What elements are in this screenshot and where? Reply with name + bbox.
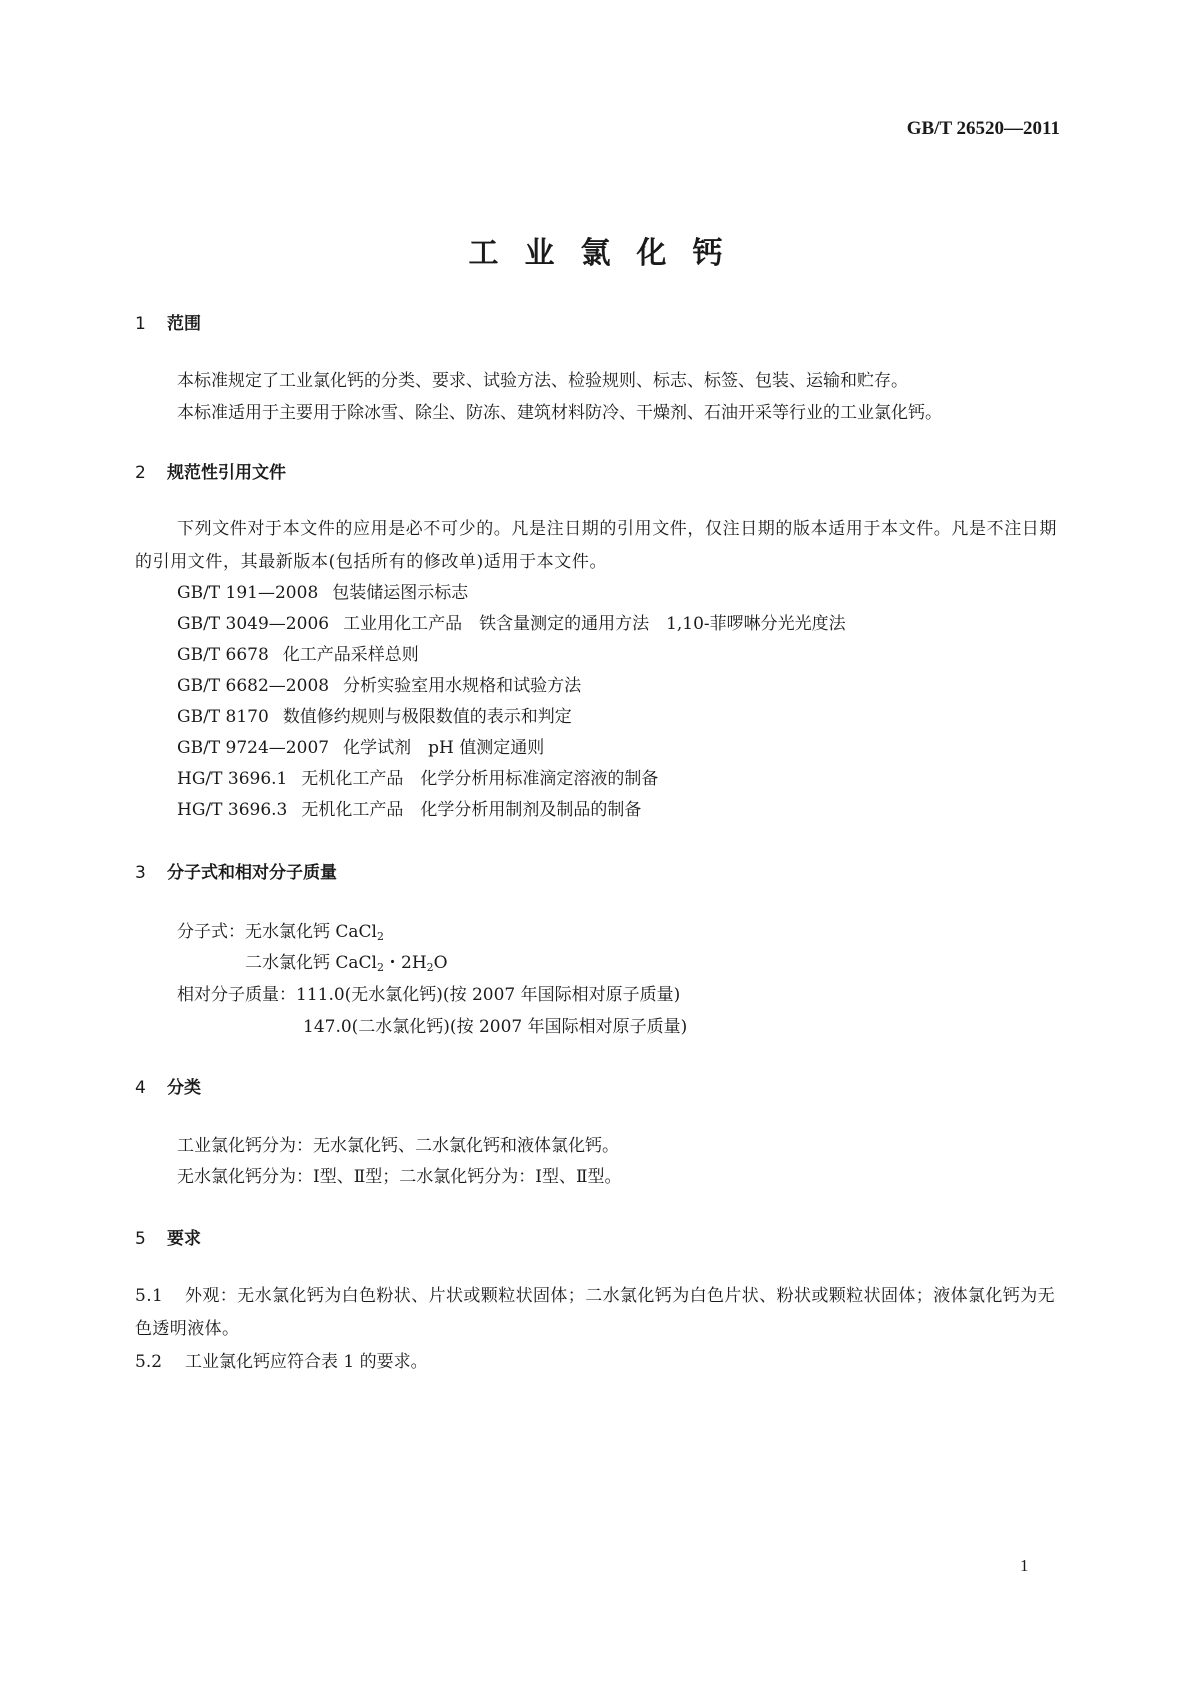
formula-anhydrous bbox=[177, 917, 384, 943]
reference-item bbox=[177, 609, 846, 634]
reference-title: 分析实验室用水规格和试验方法 bbox=[343, 676, 582, 696]
section-number: 4 bbox=[135, 1078, 146, 1098]
reference-code: GB/T 6682—2008 bbox=[177, 676, 330, 696]
section-5-heading bbox=[135, 1224, 201, 1249]
document-title: 工业氯化钙 bbox=[468, 236, 749, 271]
clause-text: 工业氯化钙应符合表 1 的要求。 bbox=[185, 1352, 428, 1372]
section-title: 分子式和相对分子质量 bbox=[167, 863, 337, 883]
formula-subscript: 2 bbox=[426, 961, 434, 974]
section-title: 要求 bbox=[167, 1229, 201, 1249]
reference-title: 工业用化工产品 铁含量测定的通用方法 1,10-菲啰啉分光光度法 bbox=[343, 614, 846, 634]
reference-item bbox=[177, 640, 419, 665]
reference-title: 包装储运图示标志 bbox=[332, 583, 469, 603]
section-number: 5 bbox=[135, 1229, 146, 1249]
reference-code: GB/T 8170 bbox=[177, 707, 269, 727]
reference-item bbox=[177, 671, 581, 696]
reference-item bbox=[177, 795, 641, 820]
section-number: 3 bbox=[135, 863, 146, 883]
section-title: 范围 bbox=[167, 314, 201, 334]
section-3-heading bbox=[135, 858, 337, 883]
compound-name: 二水氯化钙 bbox=[245, 953, 336, 973]
section-title: 规范性引用文件 bbox=[167, 463, 286, 483]
chemical-formula: O bbox=[433, 953, 448, 973]
reference-code: GB/T 6678 bbox=[177, 645, 269, 665]
scope-paragraph-2: 本标准适用于主要用于除冰雪、除尘、防冻、建筑材料防冷、干燥剂、石油开采等行业的工业氯化钙。 bbox=[177, 403, 942, 423]
clause-text: 外观：无水氯化钙为白色粉状、片状或颗粒状固体；二水氯化钙为白色片状、粉状或颗粒状固体；液体氯化钙为无色透明液体。 bbox=[135, 1286, 1055, 1339]
formula-subscript: 2 bbox=[377, 930, 384, 943]
section-1-heading bbox=[135, 309, 201, 334]
section-4-heading bbox=[135, 1073, 201, 1098]
reference-code: HG/T 3696.1 bbox=[177, 769, 288, 789]
references-intro: 下列文件对于本文件的应用是必不可少的。凡是注日期的引用文件，仅注日期的版本适用于本文件。凡是不注日期的引用文件，其最新版本(包括所有的修改单)适用于本文件。 bbox=[135, 519, 1057, 572]
reference-title: 无机化工产品 化学分析用标准滴定溶液的制备 bbox=[301, 769, 659, 789]
clause-number: 5.2 bbox=[135, 1352, 163, 1372]
scope-paragraph-1: 本标准规定了工业氯化钙的分类、要求、试验方法、检验规则、标志、标签、包装、运输和贮存。 bbox=[177, 371, 908, 391]
reference-title: 数值修约规则与极限数值的表示和判定 bbox=[282, 707, 572, 727]
reference-item bbox=[177, 764, 658, 789]
reference-code: HG/T 3696.3 bbox=[177, 800, 288, 820]
page-number: 1 bbox=[1020, 1556, 1029, 1575]
section-number: 1 bbox=[135, 314, 146, 334]
mass-value: 111.0(无水氯化钙)(按 2007 年国际相对原子质量) bbox=[296, 985, 681, 1005]
reference-code: GB/T 9724—2007 bbox=[177, 738, 330, 758]
clause-5-2 bbox=[135, 1347, 428, 1372]
reference-code: GB/T 191—2008 bbox=[177, 583, 319, 603]
classification-paragraph-2: 无水氯化钙分为：Ⅰ型、Ⅱ型；二水氯化钙分为：Ⅰ型、Ⅱ型。 bbox=[177, 1167, 622, 1187]
chemical-formula: CaCl bbox=[335, 922, 377, 942]
molecular-mass-dihydrate: 147.0(二水氯化钙)(按 2007 年国际相对原子质量) bbox=[303, 1017, 688, 1037]
reference-item bbox=[177, 733, 544, 758]
clause-number: 5.1 bbox=[135, 1286, 164, 1306]
section-title: 分类 bbox=[167, 1078, 201, 1098]
mass-label: 相对分子质量： bbox=[177, 985, 296, 1005]
formula-dihydrate bbox=[245, 948, 448, 974]
molecular-mass-anhydrous bbox=[177, 980, 680, 1005]
formula-label: 分子式： bbox=[177, 922, 245, 942]
reference-item bbox=[177, 578, 468, 603]
section-2-heading bbox=[135, 458, 286, 483]
clause-5-1 bbox=[135, 1280, 1060, 1346]
formula-subscript: 2 bbox=[377, 961, 384, 974]
reference-title: 化工产品采样总则 bbox=[282, 645, 419, 665]
section-number: 2 bbox=[135, 463, 146, 483]
standard-code: GB/T 26520—2011 bbox=[906, 118, 1060, 139]
reference-item bbox=[177, 702, 572, 727]
chemical-formula: ・2H bbox=[384, 953, 427, 973]
reference-code: GB/T 3049—2006 bbox=[177, 614, 330, 634]
compound-name: 无水氯化钙 bbox=[245, 922, 336, 942]
classification-paragraph-1: 工业氯化钙分为：无水氯化钙、二水氯化钙和液体氯化钙。 bbox=[177, 1136, 619, 1156]
reference-title: 化学试剂 pH 值测定通则 bbox=[343, 738, 545, 758]
chemical-formula: CaCl bbox=[335, 953, 377, 973]
reference-title: 无机化工产品 化学分析用制剂及制品的制备 bbox=[301, 800, 642, 820]
